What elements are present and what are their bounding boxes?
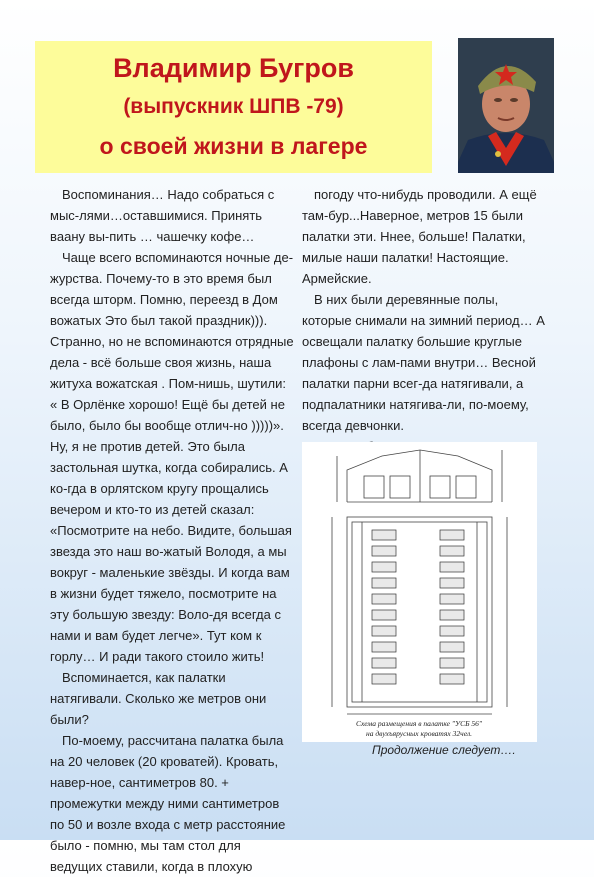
tent-layout-scheme	[302, 442, 537, 742]
paragraph: Воспоминания… Надо собраться с мыс-лями…оставшимися. Принять вaaну вы-пить … чашечку кофе…	[50, 187, 275, 244]
title-name: Владимир Бугров	[113, 53, 354, 83]
title-box	[35, 41, 432, 173]
paragraph: погоду что-нибудь проводили. А ещё там-бур...Наверное, метров 15 были палатки эти. Ннее, больше! Палатки, милые наши палатки! Настоящие. Армейские.	[302, 187, 537, 286]
scheme-caption-line2: на двухъярусных кроватях 32чел.	[366, 729, 472, 738]
scheme-caption-line1: Схема размещения в палатке "УСБ 56"	[355, 719, 483, 728]
article-left-column	[50, 184, 295, 877]
title-topic: о своей жизни в лагере	[99, 133, 368, 159]
continuation-note: Продолжение следует….	[372, 743, 516, 757]
title-graduate: (выпускник ШПВ -79)	[123, 95, 344, 118]
paragraph: В них были деревянные полы, которые снимали на зимний период… А освещали палатку большие круглые плафоны с лам-пами внутри… Весной палатки парни всег-да натягивали, а подпалатники натягива-ли, по-моему, всегда девчонки.	[302, 292, 545, 433]
paragraph: Чаще всего вспоминаются ночные де-журства. Почему-то в это время был всегда шторм. Помню, переезд в Дом вожатых Это был такой праздник))). Странно, но не вспоминаются отрядные дела - всё больше своя жизнь, наша житуха вожатская . Пом-нишь, шутили: « В Орлёнке хорошо! Ещё бы детей не было, было бы вообще отлич-но )))))». Ну, я не против детей. Это была застольная шутка, когда собирались. А ко-гда в орлятском кругу прощались вечером и кто-то из детей сказал: «Посмотрите на небо. Видите, большая звезда это наш во-жатый Володя, а мы вокруг - маленькие звёзды. И когда вам в жизни будет тяжело, посмотрите на эту большую звезду: Воло-дя всегда с нами и вам будет легче». Тут ком к горлу… И ради такого стоило жить!	[50, 250, 294, 664]
paragraph: Вспоминается, как палатки натягивали. Сколько же метров они были?	[50, 670, 267, 727]
author-photo	[458, 38, 554, 173]
paragraph: По-моему, рассчитана палатка была на 20 человек (20 кроватей). Кровать, навер-ное, сантиметров 80. + промежутки между ними сантиметров по 50 и возле входа с метр расстояние было - помню, мы там стол для ведущих ставили, когда в плохую	[50, 733, 286, 874]
